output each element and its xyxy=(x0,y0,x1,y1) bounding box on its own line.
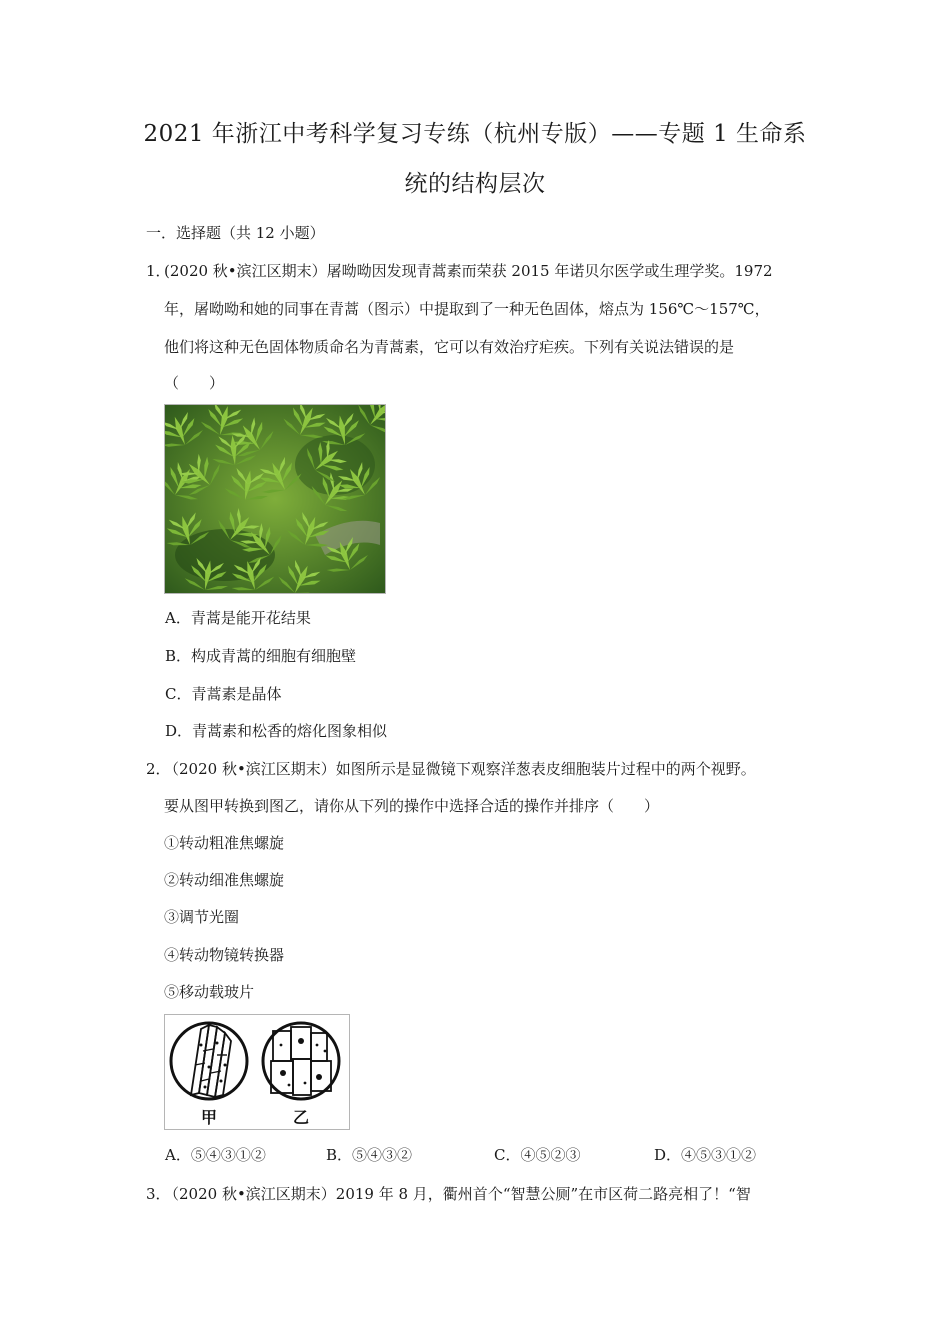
title-line-1: 2021 年浙江中考科学复习专练（杭州专版）——专题 1 生命系 xyxy=(143,121,807,147)
q2-step-5: ⑤移动载玻片 xyxy=(164,983,255,1001)
field-jia xyxy=(171,1023,247,1099)
q2-option-c: C．④⑤②③ xyxy=(494,1146,581,1164)
label-yi: 乙 xyxy=(292,1108,310,1127)
microscope-views-figure xyxy=(164,1014,350,1130)
q1-number: 1． xyxy=(146,262,171,280)
q2-step-3: ③调节光圈 xyxy=(164,908,240,926)
q1-text-line-1: (2020 秋•滨江区期末）屠呦呦因发现青蒿素而荣获 2015 年诺贝尔医学或生理学奖。1972 xyxy=(164,262,773,280)
q1-text-line-4: （ ） xyxy=(164,374,225,392)
microscope-fields-drawing xyxy=(165,1015,349,1129)
title-line-2: 统的结构层次 xyxy=(404,171,546,197)
q2-option-a: A．⑤④③①② xyxy=(165,1146,266,1164)
q1-text-line-2: 年，屠呦呦和她的同事在青蒿（图示）中提取到了一种无色固体，熔点为 156℃～157℃， xyxy=(164,300,770,318)
field-yi xyxy=(263,1023,339,1099)
q2-number: 2． xyxy=(146,760,171,778)
q1-option-a: A．青蒿是能开花结果 xyxy=(165,609,311,627)
q2-option-d: D．④⑤③①② xyxy=(654,1146,757,1164)
q2-text-line-1: （2020 秋•滨江区期末）如图所示是显微镜下观察洋葱表皮细胞装片过程中的两个视野。 xyxy=(164,760,756,778)
plant-image xyxy=(165,405,385,593)
q3-text-line-1: （2020 秋•滨江区期末）2019 年 8 月，衢州首个“智慧公厕”在市区荷二路亮相了！“智 xyxy=(164,1185,751,1203)
section-heading: 一．选择题（共 12 小题） xyxy=(146,224,325,242)
q1-text-line-3: 他们将这种无色固体物质命名为青蒿素，它可以有效治疗疟疾。下列有关说法错误的是 xyxy=(164,338,735,356)
q2-text-line-2: 要从图甲转换到图乙，请你从下列的操作中选择合适的操作并排序（ ） xyxy=(164,797,660,815)
q3-number: 3． xyxy=(146,1185,171,1203)
label-jia: 甲 xyxy=(200,1108,218,1127)
q2-step-2: ②转动细准焦螺旋 xyxy=(164,871,285,889)
q2-option-b: B．⑤④③② xyxy=(326,1146,413,1164)
q1-option-d: D．青蒿素和松香的熔化图象相似 xyxy=(165,722,388,740)
q2-step-4: ④转动物镜转换器 xyxy=(164,946,285,964)
q1-option-b: B．构成青蒿的细胞有细胞壁 xyxy=(165,647,357,665)
artemisia-plant-photo xyxy=(164,404,386,594)
q2-step-1: ①转动粗准焦螺旋 xyxy=(164,834,285,852)
q1-option-c: C．青蒿素是晶体 xyxy=(165,685,282,703)
